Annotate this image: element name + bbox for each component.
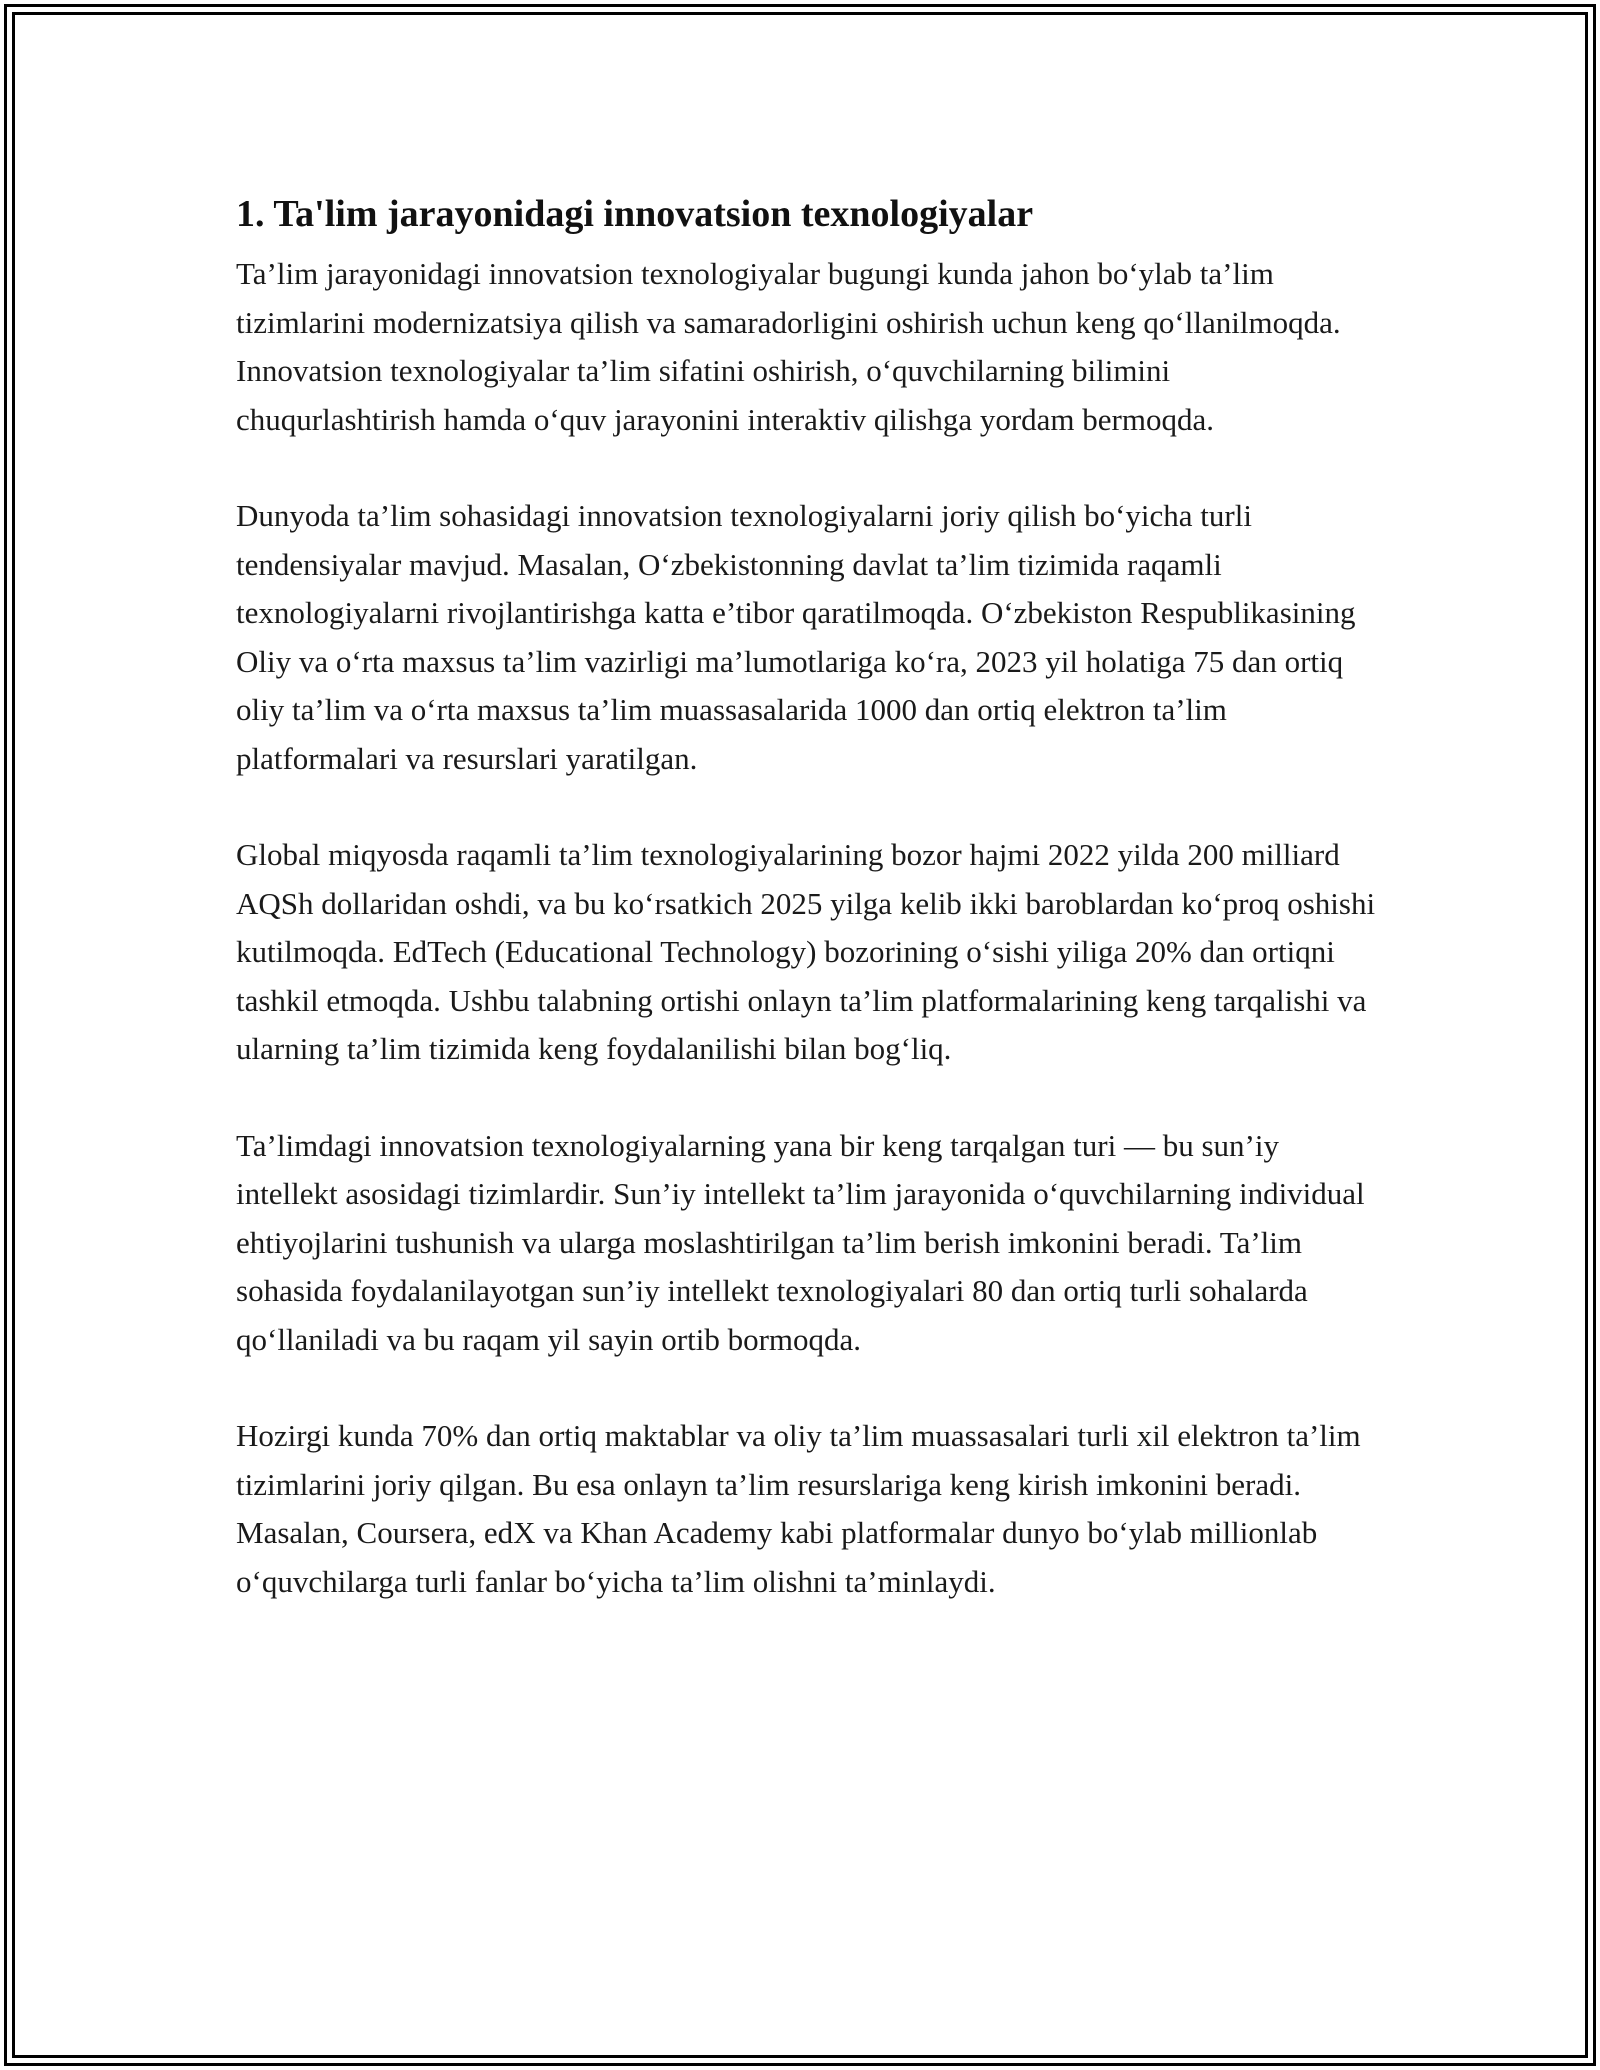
paragraph-3: Global miqyosda raqamli ta’lim texnologiyalarining bozor hajmi 2022 yilda 200 milliard AQSh dollaridan oshdi, va bu ko‘rsatkich 2025 yilga kelib ikki baroblardan ko‘proq oshishi kutilmoqda. EdTech (Educational Technology) bozorining o‘sishi yiliga 20% dan ortiqni tashkil etmoqda. Ushbu talabning ortishi onlayn ta’lim platformalarining keng tarqalishi va ularning ta’lim tizimida keng foydalanilishi bilan bog‘liq.	[236, 837, 1376, 1066]
paragraph-2: Dunyoda ta’lim sohasidagi innovatsion texnologiyalarni joriy qilish bo‘yicha turli tendensiyalar mavjud. Masalan, O‘zbekistonning davlat ta’lim tizimida raqamli texnologiyalarni rivojlantirishga katta e’tibor qaratilmoqda. O‘zbekiston Respublikasining Oliy va o‘rta maxsus ta’lim vazirligi ma’lumotlariga ko‘ra, 2023 yil holatiga 75 dan ortiq oliy ta’lim va o‘rta maxsus ta’lim muassasalarida 1000 dan ortiq elektron ta’lim platformalari va resurslari yaratilgan.	[236, 498, 1356, 776]
paragraph-5: Hozirgi kunda 70% dan ortiq maktablar va oliy ta’lim muassasalari turli xil elektron ta’lim tizimlarini joriy qilgan. Bu esa onlayn ta’lim resurslariga keng kirish imkonini beradi. Masalan, Coursera, edX va Khan Academy kabi platformalar dunyo bo‘ylab millionlab o‘quvchilarga turli fanlar bo‘yicha ta’lim olishni ta’minlaydi.	[236, 1418, 1361, 1599]
paragraph-1: Ta’lim jarayonidagi innovatsion texnologiyalar bugungi kunda jahon bo‘ylab ta’lim tizimlarini modernizatsiya qilish va samaradorligini oshirish uchun keng qo‘llanilmoqda. Innovatsion texnologiyalar ta’lim sifatini oshirish, o‘quvchilarning bilimini chuqurlashtirish hamda o‘quv jarayonini interaktiv qilishga yordam bermoqda.	[236, 256, 1341, 437]
section-heading: 1. Ta'lim jarayonidagi innovatsion texnologiyalar	[236, 193, 1034, 235]
document-body	[236, 186, 1376, 1654]
paragraph-4: Ta’limdagi innovatsion texnologiyalarning yana bir keng tarqalgan turi — bu sun’iy intellekt asosidagi tizimlardir. Sun’iy intellekt ta’lim jarayonida o‘quvchilarning individual ehtiyojlarini tushunish va ularga moslashtirilgan ta’lim berish imkonini beradi. Ta’lim sohasida foydalanilayotgan sun’iy intellekt texnologiyalari 80 dan ortiq turli sohalarda qo‘llaniladi va bu raqam yil sayin ortib bormoqda.	[236, 1127, 1365, 1357]
